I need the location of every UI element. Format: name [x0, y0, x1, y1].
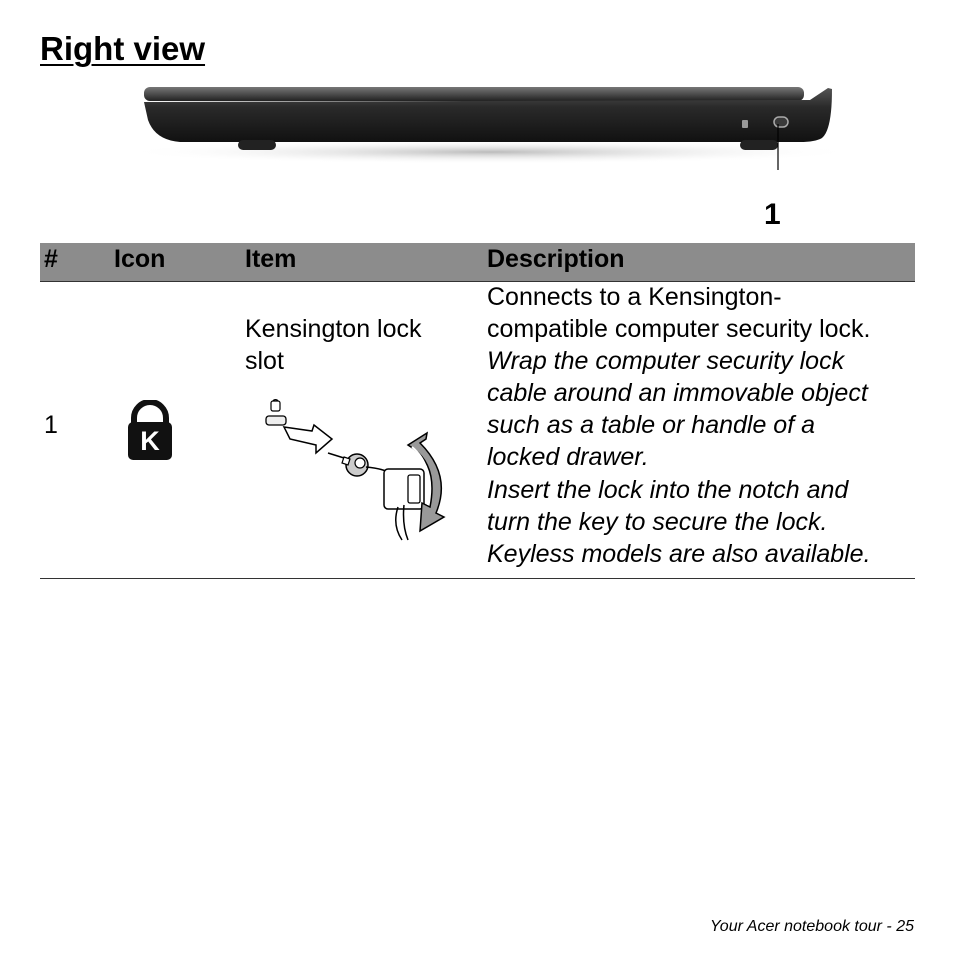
laptop-right-side-image	[110, 80, 870, 170]
callout-number: 1	[764, 198, 781, 231]
description-italic-line6: turn the key to secure the lock.	[487, 508, 828, 536]
description-line1: Connects to a Kensington-	[487, 283, 782, 311]
description-italic-line5: Insert the lock into the notch and	[487, 476, 849, 504]
table-bottom-rule	[40, 578, 915, 579]
description-italic-line1: Wrap the computer security lock	[487, 347, 845, 375]
row-number: 1	[44, 411, 58, 439]
kensington-lock-icon	[127, 400, 173, 461]
page-title: Right view	[40, 30, 206, 67]
page-footer: Your Acer notebook tour - 25	[710, 918, 914, 935]
table-header	[40, 243, 915, 282]
icon-letter: K	[140, 426, 160, 456]
header-description: Description	[487, 245, 625, 273]
item-name-line1: Kensington lock	[245, 315, 422, 343]
item-name-line2: slot	[245, 347, 284, 375]
description-italic-line3: such as a table or handle of a	[487, 411, 816, 439]
description-italic-line4: locked drawer.	[487, 443, 649, 471]
lock-insertion-illustration	[262, 395, 462, 545]
header-item: Item	[245, 245, 297, 273]
description-italic-line2: cable around an immovable object	[487, 379, 868, 407]
header-number: #	[44, 245, 58, 273]
description-line2: compatible computer security lock.	[487, 315, 871, 343]
header-icon: Icon	[114, 245, 166, 273]
description-italic-line7: Keyless models are also available.	[487, 540, 871, 568]
